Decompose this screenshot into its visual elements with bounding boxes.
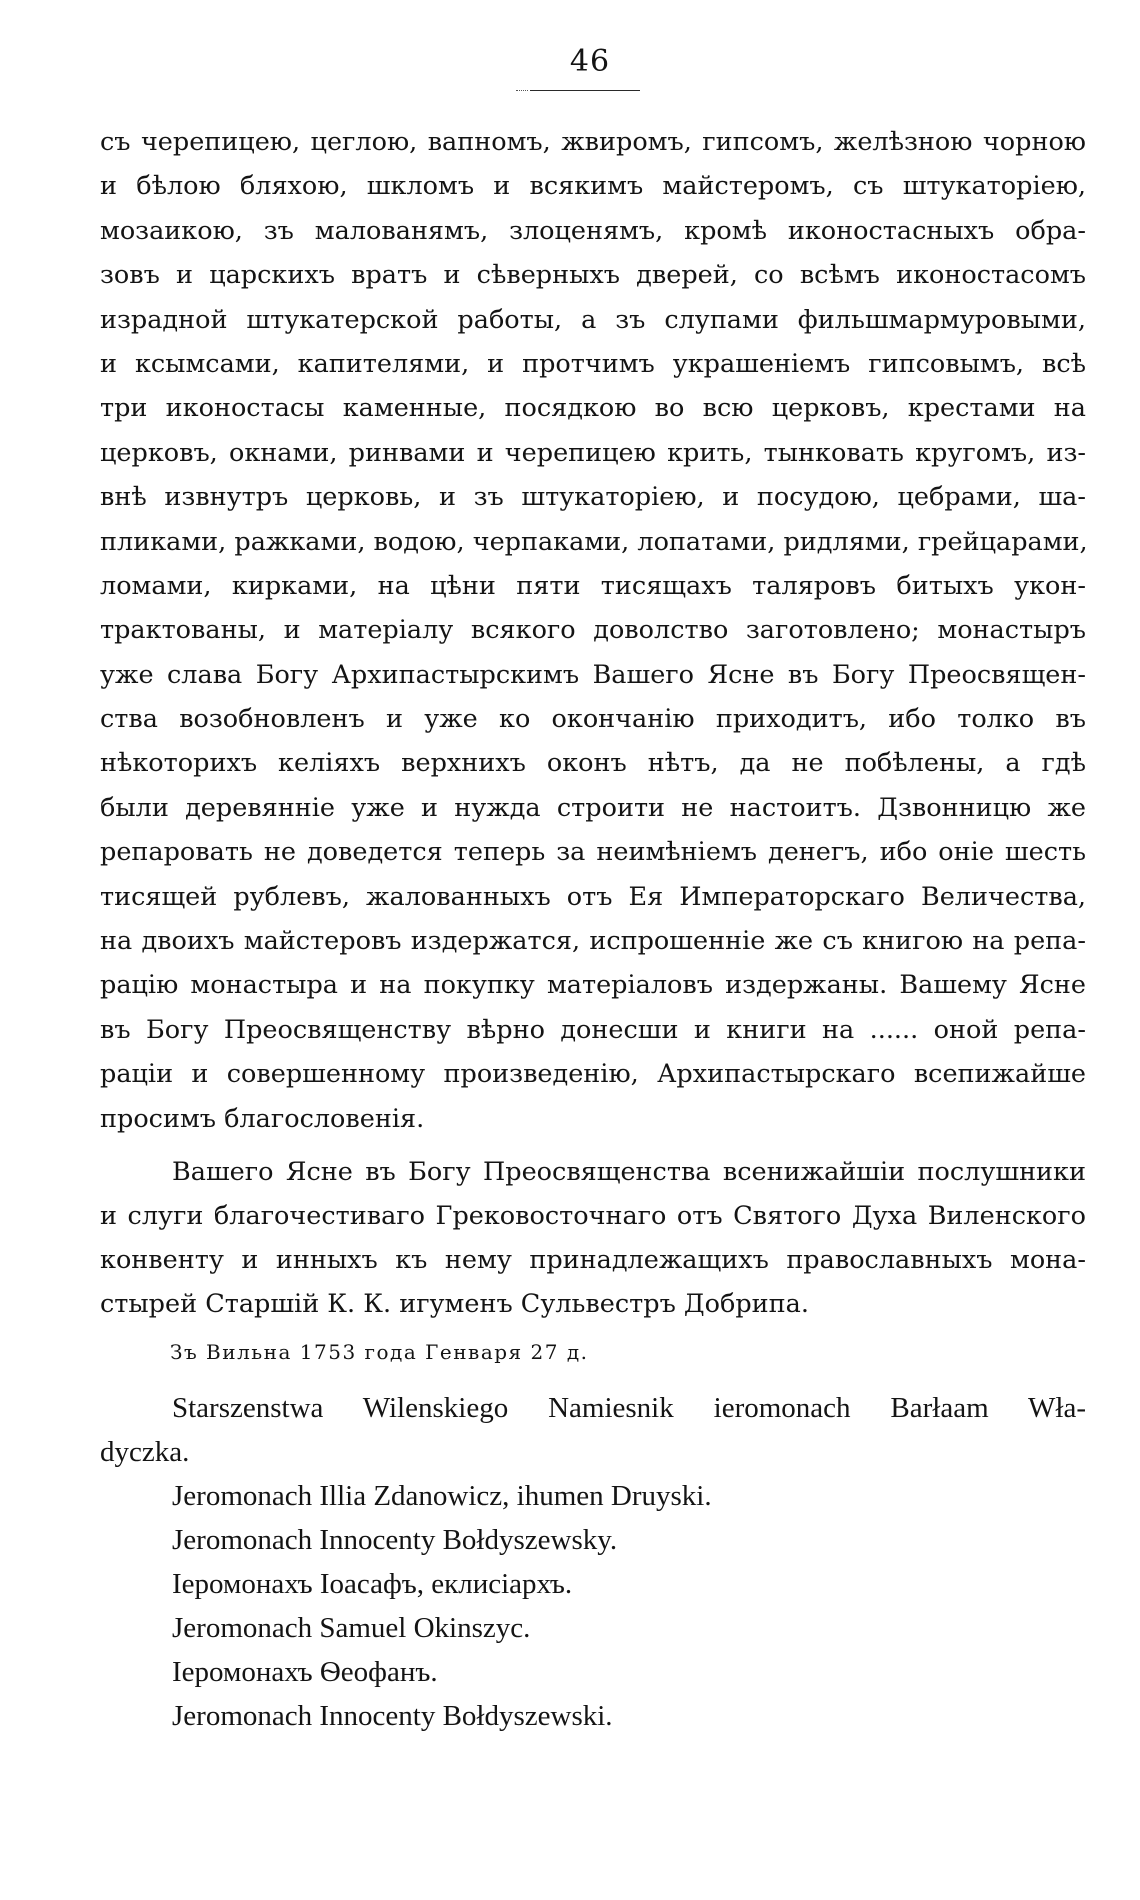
- text-line: и ксымсами, капителями, и протчимъ украшеніемъ гипсовымъ, всѣ: [100, 348, 1086, 379]
- signature-line: dyczka.: [100, 1436, 190, 1468]
- signature-line: Starszenstwa Wilenskiego Namiesnik ieromonach Barłaam Wła-: [172, 1392, 1086, 1424]
- text-line: внѣ извнутръ церковь, и зъ штукаторіею, и посудою, цебрами, ша-: [100, 482, 1086, 513]
- page-number-dotted-rule: [516, 90, 528, 91]
- text-line: тисящей рублевъ, жалованныхъ отъ Ея Императорскаго Величества,: [100, 881, 1086, 912]
- signature-line: Іеромонахъ Іоасафъ, еклисіархъ.: [172, 1568, 573, 1600]
- text-line: ства возобновленъ и уже ко окончанію приходитъ, ибо толко въ: [100, 704, 1086, 735]
- signature-list: [100, 1386, 1086, 1738]
- text-line: просимъ благословенія.: [100, 1103, 425, 1134]
- text-line: съ черепицею, цеглою, вапномъ, жвиромъ, гипсомъ, желѣзною чорною: [100, 127, 1086, 157]
- text-line: пликами, ражками, водою, черпаками, лопатами, ридлями, грейцарами,: [100, 526, 1088, 557]
- closing-line: Вашего Ясне въ Богу Преосвященства всенижайшіи послушники: [172, 1157, 1086, 1187]
- text-line: раціи и совершенному произведенію, Архипастырскаго всепижайше: [100, 1059, 1086, 1090]
- main-paragraph: [100, 120, 1086, 1141]
- text-line: были деревянніе уже и нужда строити не настоитъ. Дзвонницю же: [100, 792, 1086, 823]
- text-line: ломами, кирками, на цѣни пяти тисящахъ таляровъ битыхъ укон-: [100, 570, 1086, 601]
- text-line: мозаикою, зъ малованямъ, злоценямъ, кромѣ иконостасныхъ обра-: [100, 215, 1086, 246]
- text-line: въ Богу Преосвященству вѣрно донесши и книги на ...... оной репа-: [100, 1014, 1086, 1045]
- signature-line: Jeromonach Samuel Okinszyc.: [172, 1612, 531, 1644]
- signature-line: Jeromonach Innocenty Bołdyszewsky.: [172, 1524, 618, 1556]
- closing-line: стырей Старшій К. К. игуменъ Сульвестръ Добрипа.: [100, 1289, 809, 1319]
- text-line: рацію монастыра и на покупку матеріаловъ издержаны. Вашему Ясне: [100, 970, 1086, 1001]
- signature-line: Jeromonach Illia Zdanowicz, ihumen Druyski.: [172, 1480, 712, 1512]
- closing-paragraph: [100, 1150, 1086, 1326]
- text-line: израдной штукатерской работы, а зъ слупами фильшмармуровыми,: [100, 304, 1086, 335]
- text-line: репаровать не доведется теперь за неимѣніемъ денегъ, ибо оніе шесть: [100, 837, 1086, 868]
- text-line: нѣкоторихъ келіяхъ верхнихъ оконъ нѣтъ, да не побѣлены, а гдѣ: [100, 748, 1086, 779]
- text-line: трактованы, и матеріалу всякого доволство заготовлено; монастыръ: [100, 615, 1086, 646]
- text-line: и бѣлою бляхою, шкломъ и всякимъ майстеромъ, съ штукаторіею,: [100, 171, 1086, 202]
- page-number-rule: [530, 90, 640, 91]
- dateline: Зъ Вильна 1753 года Генваря 27 д.: [170, 1340, 589, 1364]
- text-line: три иконостасы каменные, посядкою во всю церковъ, крестами на: [100, 393, 1086, 424]
- signature-line: Jeromonach Innocenty Bołdyszewski.: [172, 1700, 613, 1732]
- text-line: уже слава Богу Архипастырскимъ Вашего Ясне въ Богу Преосвящен-: [100, 659, 1086, 690]
- signature-line: Іеромонахъ Ѳеофанъ.: [172, 1656, 438, 1688]
- text-line: зовъ и царскихъ вратъ и сѣверныхъ дверей, со всѣмъ иконостасомъ: [100, 260, 1086, 291]
- text-line: на двоихъ майстеровъ издержатся, испрошенніе же съ книгою на репа-: [100, 926, 1086, 957]
- closing-line: конвенту и инныхъ къ нему принадлежащихъ православныхъ мона-: [100, 1245, 1086, 1275]
- closing-line: и слуги благочестиваго Грековосточнаго отъ Святого Духа Виленского: [100, 1201, 1086, 1231]
- page-number: 46: [569, 44, 611, 79]
- page-header: [0, 44, 1140, 80]
- text-line: церковъ, окнами, ринвами и черепицею крить, тынковать кругомъ, из-: [100, 437, 1086, 468]
